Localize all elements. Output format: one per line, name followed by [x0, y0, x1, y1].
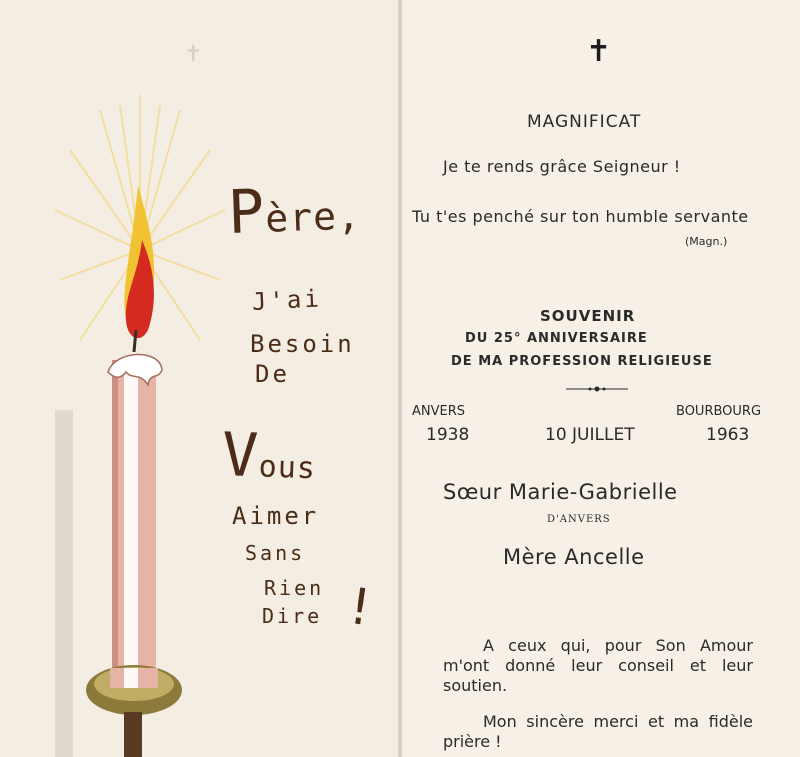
thanks-paragraph: A ceux qui, pour Son Amour m'ont donné leur conseil et leur soutien. [443, 636, 753, 695]
verse-source: (Magn.) [685, 235, 728, 248]
ornament-divider [566, 386, 628, 392]
verse-line-2: Tu t'es penché sur ton humble servante [412, 207, 749, 226]
anniversary-line: DU 25° ANNIVERSAIRE [465, 331, 648, 346]
city-left: ANVERS [412, 404, 466, 419]
souvenir-title: SOUVENIR [540, 307, 636, 325]
magnificat-heading: MAGNIFICAT [527, 112, 642, 132]
prayer-card-front [0, 0, 398, 757]
prayer-word-aimer: Aimer [232, 502, 320, 530]
year-right: 1963 [706, 425, 750, 445]
year-left: 1938 [426, 425, 470, 445]
origin: D'ANVERS [547, 514, 611, 525]
merci-paragraph: Mon sincère merci et ma fidèle prière ! [443, 712, 753, 751]
prayer-word-jai: J'ai [251, 284, 323, 316]
prayer-word-sans: Sans [245, 541, 306, 565]
date: 10 JUILLET [545, 425, 635, 445]
candle-illustration [0, 0, 398, 757]
mother-title: Mère Ancelle [503, 545, 645, 569]
prayer-word-rien: Rien [264, 576, 325, 600]
profession-line: DE MA PROFESSION RELIGIEUSE [451, 354, 713, 369]
prayer-word-vous: Vous [220, 420, 317, 492]
prayer-exclamation: ! [341, 576, 379, 638]
prayer-word-de: De [255, 360, 290, 388]
sister-name: Sœur Marie-Gabrielle [443, 480, 678, 504]
prayer-word-pere: Père, [226, 176, 362, 248]
prayer-word-dire: Dire [262, 604, 323, 628]
city-right: BOURBOURG [676, 404, 762, 419]
faint-cross-icon: ✝ [184, 42, 203, 67]
cross-icon: ✝ [586, 34, 612, 69]
verse-line-1: Je te rends grâce Seigneur ! [443, 157, 681, 176]
prayer-word-besoin: Besoin [250, 330, 355, 358]
